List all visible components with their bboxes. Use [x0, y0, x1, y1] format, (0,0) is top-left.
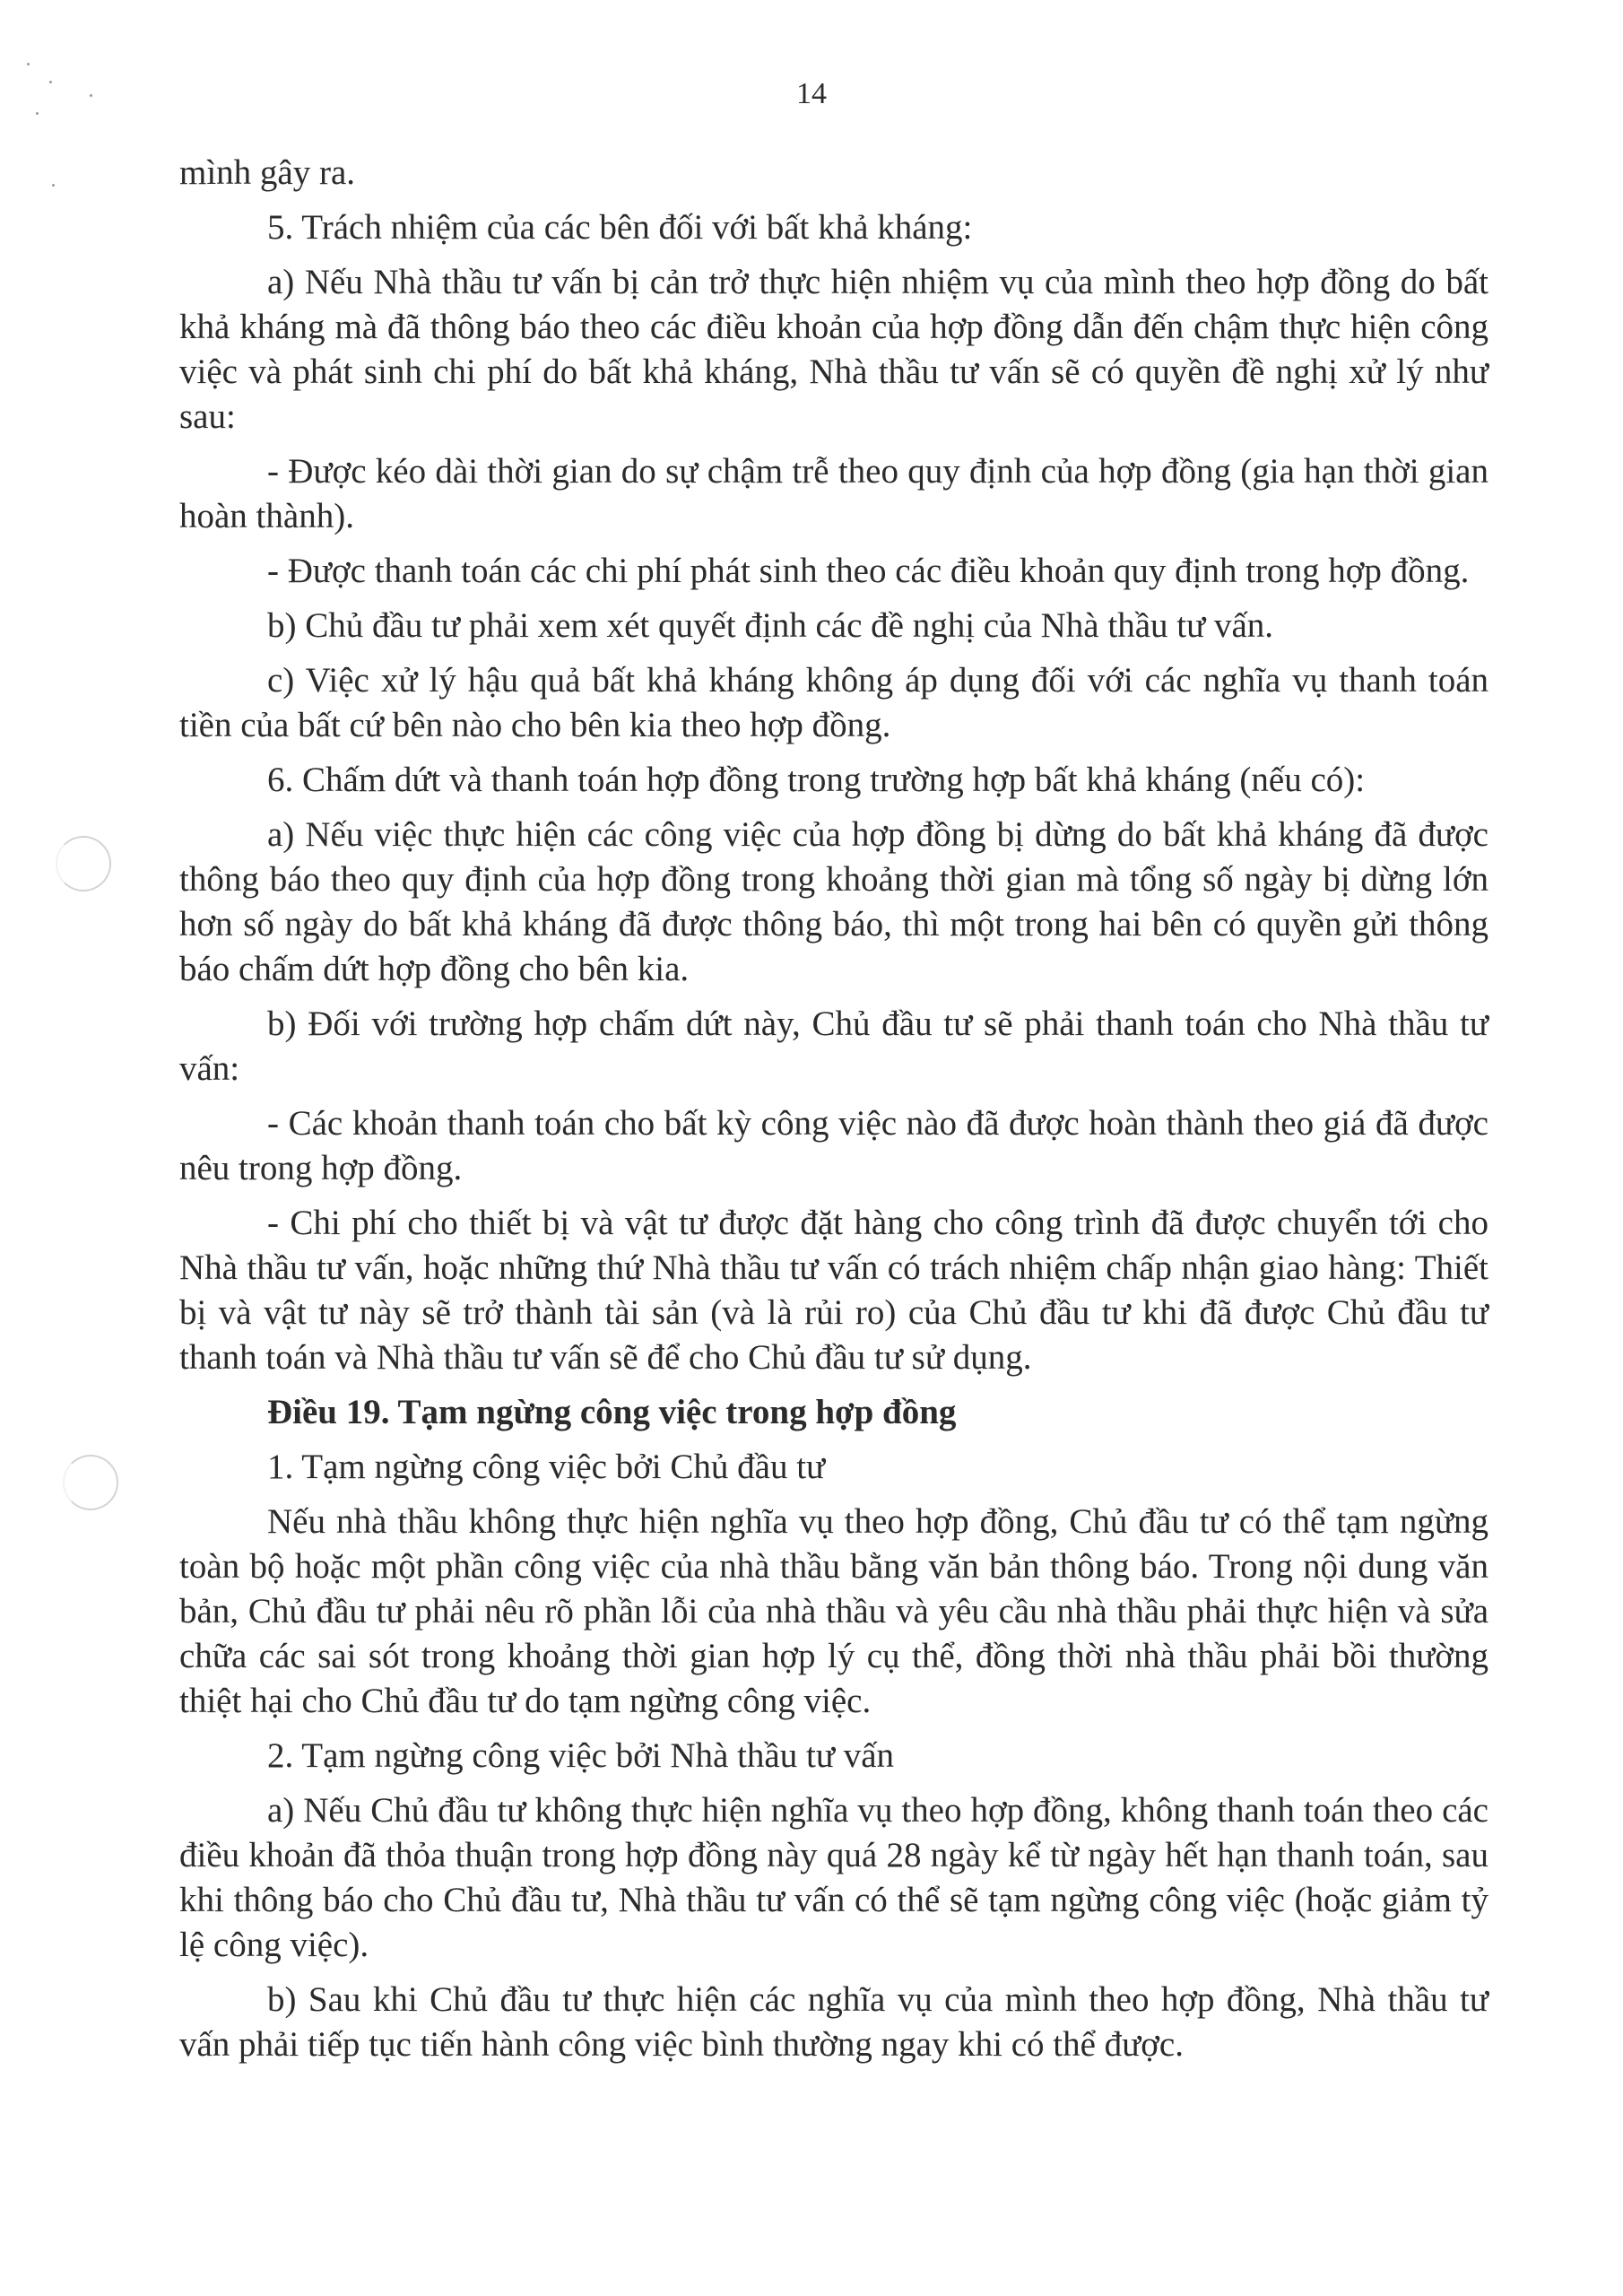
paragraph: mình gây ra.: [179, 153, 356, 192]
list-item: - Chi phí cho thiết bị và vật tư được đặt hàng cho công trình đã được chuyển tới cho Nhà thầu tư vấn, hoặc những thứ Nhà thầu tư vấn có trách nhiệm chấp nhận giao hàng: Thiết bị và vật tư này sẽ trở thành tài sản (và là rủi ro) của Chủ đầu tư khi đã được Chủ đầu tư thanh toán và Nhà thầu tư vấn sẽ để cho Chủ đầu tư sử dụng.: [179, 1204, 1488, 1377]
scan-speck: [27, 63, 30, 65]
section-heading: 1. Tạm ngừng công việc bởi Chủ đầu tư: [267, 1448, 826, 1486]
page-number: 14: [796, 77, 827, 110]
document-body: [179, 151, 1488, 2077]
section-heading: 6. Chấm dứt và thanh toán hợp đồng trong trường hợp bất khả kháng (nếu có):: [267, 761, 1366, 799]
list-item: - Được thanh toán các chi phí phát sinh theo các điều khoản quy định trong hợp đồng.: [267, 552, 1470, 590]
paragraph: b) Đối với trường hợp chấm dứt này, Chủ đầu tư sẽ phải thanh toán cho Nhà thầu tư vấn:: [179, 1004, 1488, 1088]
section-heading: 5. Trách nhiệm của các bên đối với bất khả kháng:: [267, 208, 973, 247]
scan-speck: [52, 184, 55, 187]
paragraph: Nếu nhà thầu không thực hiện nghĩa vụ theo hợp đồng, Chủ đầu tư có thể tạm ngừng toàn bộ hoặc một phần công việc của nhà thầu bằng văn bản thông báo. Trong nội dung văn bản, Chủ đầu tư phải nêu rõ phần lỗi của nhà thầu và yêu cầu nhà thầu phải thực hiện và sửa chữa các sai sót trong khoảng thời gian hợp lý cụ thể, đồng thời nhà thầu phải bồi thường thiệt hại cho Chủ đầu tư do tạm ngừng công việc.: [179, 1502, 1488, 1720]
scan-speck: [36, 112, 39, 115]
paragraph: a) Nếu Chủ đầu tư không thực hiện nghĩa vụ theo hợp đồng, không thanh toán theo các điều khoản đã thỏa thuận trong hợp đồng này quá 28 ngày kể từ ngày hết hạn thanh toán, sau khi thông báo cho Chủ đầu tư, Nhà thầu tư vấn có thể sẽ tạm ngừng công việc (hoặc giảm tỷ lệ công việc).: [179, 1791, 1488, 1964]
punch-hole: [63, 1455, 118, 1510]
paragraph: b) Sau khi Chủ đầu tư thực hiện các nghĩa vụ của mình theo hợp đồng, Nhà thầu tư vấn phải tiếp tục tiến hành công việc bình thường ngay khi có thể được.: [179, 1980, 1488, 2064]
paragraph: a) Nếu Nhà thầu tư vấn bị cản trở thực hiện nhiệm vụ của mình theo hợp đồng do bất khả kháng mà đã thông báo theo các điều khoản của hợp đồng dẫn đến chậm thực hiện công việc và phát sinh chi phí do bất khả kháng, Nhà thầu tư vấn sẽ có quyền đề nghị xử lý như sau:: [179, 263, 1488, 436]
punch-hole: [56, 836, 111, 891]
paragraph: b) Chủ đầu tư phải xem xét quyết định các đề nghị của Nhà thầu tư vấn.: [267, 606, 1274, 645]
list-item: - Các khoản thanh toán cho bất kỳ công việc nào đã được hoàn thành theo giá đã được nêu trong hợp đồng.: [179, 1104, 1488, 1187]
article-heading: Điều 19. Tạm ngừng công việc trong hợp đồng: [267, 1393, 957, 1431]
paragraph: c) Việc xử lý hậu quả bất khả kháng không áp dụng đối với các nghĩa vụ thanh toán tiền của bất cứ bên nào cho bên kia theo hợp đồng.: [179, 661, 1488, 744]
paragraph: a) Nếu việc thực hiện các công việc của hợp đồng bị dừng do bất khả kháng đã được thông báo theo quy định của hợp đồng trong khoảng thời gian mà tổng số ngày bị dừng lớn hơn số ngày do bất khả kháng đã được thông báo, thì một trong hai bên có quyền gửi thông báo chấm dứt hợp đồng cho bên kia.: [179, 815, 1488, 988]
list-item: - Được kéo dài thời gian do sự chậm trễ theo quy định của hợp đồng (gia hạn thời gian hoàn thành).: [179, 452, 1488, 535]
section-heading: 2. Tạm ngừng công việc bởi Nhà thầu tư vấn: [267, 1736, 895, 1775]
